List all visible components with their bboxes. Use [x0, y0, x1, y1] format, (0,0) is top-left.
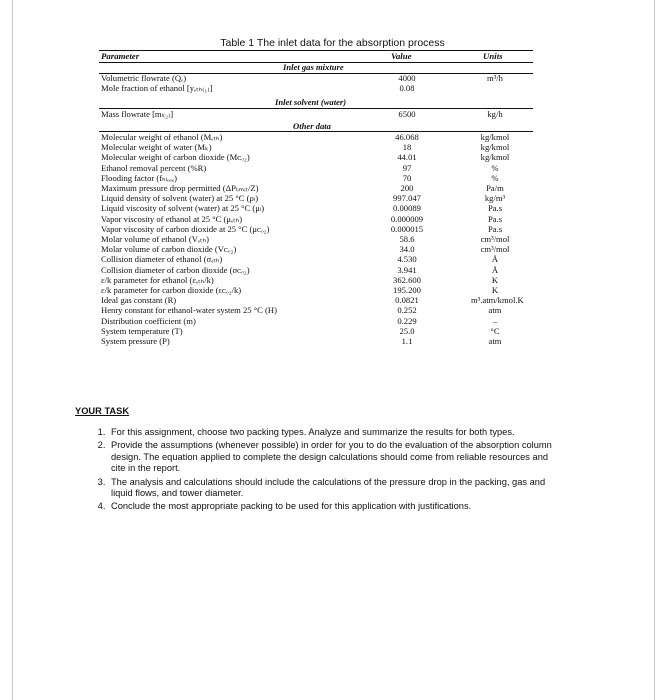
row-unit: Å: [491, 264, 499, 275]
row-unit: Pa.s: [487, 203, 503, 214]
row-value: 34.0: [399, 244, 415, 255]
header-value: Value: [391, 51, 412, 61]
row-value: 3.941: [397, 264, 417, 275]
task-item: 4. Conclude the most appropriate packing to be used for this application with justifications.: [108, 501, 555, 512]
section-other-data: Other data: [293, 121, 331, 131]
row-parameter: Molar volume of ethanol (Vₑₜₕ): [101, 234, 209, 244]
row-value: 362.600: [393, 274, 421, 285]
row-parameter: Vapor viscosity of ethanol at 25 °C (μₑₜₕ): [101, 213, 243, 224]
row-unit: kg/kmol: [480, 142, 510, 153]
row-parameter: Flooding factor (fₕₗₒₒₑ): [101, 172, 178, 183]
row-parameter: Liquid density of solvent (water) at 25 °C (ρₗ): [101, 193, 259, 204]
row-value: 25.0: [399, 325, 415, 336]
row-value: 18: [402, 142, 412, 153]
row-parameter: Molecular weight of carbon dioxide (Mᴄₒ₂): [101, 152, 250, 163]
row-unit: m³.atm/kmol.K: [471, 295, 524, 306]
row-unit: %: [491, 162, 499, 173]
row-value: 6500: [398, 109, 416, 119]
row-parameter: Molecular weight of ethanol (Mₑₜₕ): [101, 132, 223, 142]
task-list: [75, 427, 555, 513]
row-value: 0.252: [397, 305, 417, 316]
row-parameter: Maximum pressure drop permitted (ΔPₗᵢₘᵢₜ/Z): [101, 183, 259, 193]
row-unit: atm: [488, 305, 502, 316]
row-unit: atm: [488, 336, 502, 346]
row-unit: kg/kmol: [480, 152, 510, 163]
row-parameter: System temperature (T): [101, 325, 183, 336]
row-unit: Pa/m: [486, 183, 504, 193]
table-top-rule: [99, 50, 533, 51]
row-value: 0.0821: [395, 295, 419, 306]
row-value: 1.1: [401, 336, 413, 346]
row-parameter: Mass flowrate [mₗ₍₂₎]: [101, 109, 174, 119]
row-parameter: Liquid viscosity of solvent (water) at 25 °C (μₗ): [101, 203, 265, 214]
row-unit: kg/h: [487, 109, 503, 119]
row-value: 997.047: [393, 193, 421, 204]
row-unit: Pa.s: [487, 213, 503, 224]
task-item: 3. The analysis and calculations should include the calculations of the pressure drop in the packing, gas and liquid flows, and tower diameter.: [108, 477, 555, 500]
task-section: [75, 406, 555, 515]
row-parameter: Mole fraction of ethanol [yₑₜₕ₍₁₎]: [101, 83, 213, 94]
row-parameter: Molar volume of carbon dioxide (Vᴄₒ₂): [101, 244, 237, 255]
row-value: 0.229: [397, 315, 417, 326]
header-units: Units: [483, 51, 503, 61]
task-item: 2. Provide the assumptions (whenever possible) in order for you to do the evaluation of the absorption column design. The equation applied to complete the design calculations should come from reliable resources and cite in the report.: [108, 440, 555, 474]
row-unit: Pa.s: [487, 223, 503, 234]
row-parameter: Collision diameter of ethanol (σₑₜₕ): [101, 254, 223, 265]
row-value: 4.530: [397, 254, 417, 265]
row-parameter: Vapor viscosity of carbon dioxide at 25 °C (μᴄₒ₂): [101, 223, 270, 234]
row-parameter: Molecular weight of water (Mₖ): [101, 142, 212, 153]
row-unit: kg/kmol: [480, 132, 510, 142]
section-inlet-gas: Inlet gas mixture: [283, 62, 344, 72]
task-title: YOUR TASK: [75, 406, 130, 416]
row-value: 58.6: [399, 234, 415, 244]
row-parameter: ε/k parameter for ethanol (εₑₜₕ/k): [101, 274, 214, 285]
row-value: 70: [402, 172, 412, 183]
row-parameter: ε/k parameter for carbon dioxide (εᴄₒ₂/k): [101, 285, 242, 295]
row-value: 0.08: [399, 83, 415, 94]
row-parameter: Ideal gas constant (R): [101, 295, 177, 306]
task-item: 1. For this assignment, choose two packing types. Analyze and summarize the results for both types.: [108, 427, 555, 438]
row-value: 0.000015: [390, 223, 424, 234]
row-unit: cm³/mol: [480, 234, 510, 244]
row-parameter: Volumetric flowrate (Qₑ): [101, 73, 187, 83]
row-value: 44.01: [397, 152, 417, 163]
row-value: 46.068: [395, 132, 419, 142]
row-unit: Å: [491, 254, 499, 265]
row-value: 0.000009: [390, 213, 424, 224]
row-unit: %: [491, 172, 499, 183]
row-value: 97: [402, 162, 412, 173]
row-unit: K: [491, 285, 499, 295]
row-parameter: Henry constant for ethanol-water system 25 °C (H): [101, 305, 277, 316]
row-unit: kg/m³: [484, 193, 506, 204]
row-value: 200: [400, 183, 414, 193]
row-unit: °C: [490, 325, 500, 336]
table-caption: Table 1 The inlet data for the absorption process: [220, 37, 445, 49]
row-parameter: Collision diameter of carbon dioxide (σᴄₒ₂): [101, 264, 250, 275]
row-parameter: Ethanol removal percent (%R): [101, 162, 207, 173]
row-value: 0.00089: [393, 203, 421, 214]
row-unit: K: [491, 274, 499, 285]
header-parameter: Parameter: [101, 51, 140, 61]
row-parameter: System pressure (P): [101, 336, 170, 346]
row-parameter: Distribution coefficient (m): [101, 315, 196, 326]
row-unit: m³/h: [487, 73, 503, 83]
row-unit: cm³/mol: [480, 244, 510, 255]
row-value: 195.200: [393, 285, 421, 295]
row-unit: –: [492, 315, 498, 326]
section-inlet-solvent: Inlet solvent (water): [275, 97, 347, 107]
row-value: 4000: [398, 73, 416, 83]
